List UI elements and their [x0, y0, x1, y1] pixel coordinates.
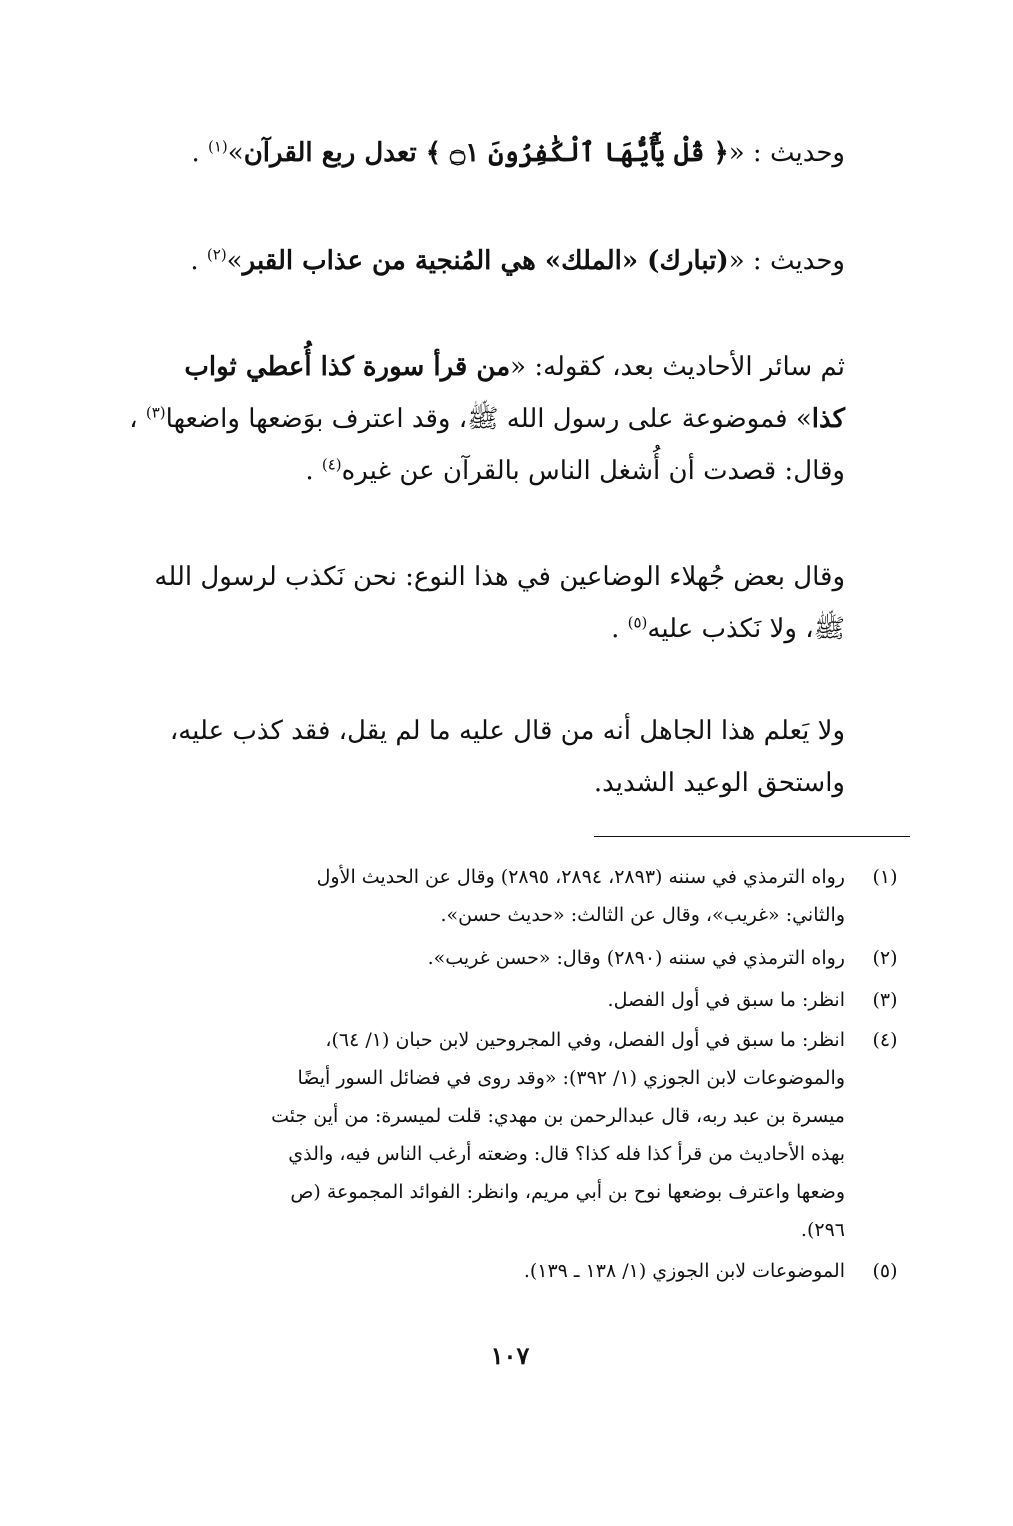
hadith-1-end: .: [191, 138, 208, 168]
paragraph-3-line-3: [105, 444, 845, 498]
footnote-4-line: بهذه الأحاديث من قرأ كذا فله كذا؟ قال: وضعته أرغب الناس فيه، والذي: [288, 1143, 845, 1165]
footnote-4-line: ٢٩٦).: [800, 1219, 845, 1241]
hadith-line-2: [105, 234, 845, 288]
paragraph-3-text: » فموضوعة على رسول الله ﷺ، وقد اعترف بوَضعها واضعها: [165, 404, 812, 434]
paragraph-3-quote-bold-end: كذا: [811, 404, 845, 434]
footnote-1-number: (١): [872, 866, 898, 888]
hadith-2-end: .: [190, 246, 207, 276]
footnote-5-line: الموضوعات لابن الجوزي (١/ ١٣٨ ـ ١٣٩).: [523, 1260, 845, 1282]
hadith-2-prefix: وحديث : «: [728, 246, 845, 276]
paragraph-3-text: ثم سائر الأحاديث بعد، كقوله: «: [510, 352, 845, 382]
footnote-4-line: والموضوعات لابن الجوزي (١/ ٣٩٢): «وقد روى في فضائل السور أيضًا: [297, 1067, 845, 1089]
hadith-2-text: (تبارك) «الملك» هي المُنجية من عذاب القبر: [242, 246, 729, 276]
footnote-4-line: ميسرة بن عبد ربه، قال عبدالرحمن بن مهدي: قلت لميسرة: من أين جئت: [271, 1105, 845, 1127]
footnote-separator: [594, 836, 910, 837]
paragraph-4-text: وقال بعض جُهلاء الوضاعين في هذا النوع: نحن نَكذب لرسول الله: [154, 562, 845, 592]
paragraph-3-line-2: [105, 392, 845, 446]
paragraph-3-quote-bold: من قرأ سورة كذا أُعطي ثواب: [184, 352, 511, 382]
footnote-2-number: (٢): [872, 947, 898, 969]
paragraph-4-text: ﷺ، ولا نَكذب عليه: [647, 614, 845, 644]
paragraph-4-punct: .: [611, 614, 628, 644]
footnote-4-line: انظر: ما سبق في أول الفصل، وفي المجروحين لابن حبان (١/ ٦٤)،: [325, 1029, 845, 1051]
paragraph-5-line-2: [105, 756, 845, 810]
hadith-1-prefix: وحديث : «: [728, 138, 845, 168]
paragraph-4-line-2: [105, 602, 845, 656]
footnote-ref-3[interactable]: (٣): [145, 403, 166, 422]
hadith-1-close-quote: »: [227, 138, 244, 168]
paragraph-4-line-1: [105, 550, 845, 604]
paragraph-3-line-1: [105, 340, 845, 394]
hadith-line-1: [105, 126, 845, 180]
footnote-3-number: (٣): [872, 989, 898, 1011]
footnote-ref-4[interactable]: (٤): [321, 455, 342, 474]
paragraph-3-punct: .: [305, 456, 322, 486]
footnote-ref-2[interactable]: (٢): [206, 245, 227, 264]
paragraph-5-text: ولا يَعلم هذا الجاهل أنه من قال عليه ما لم يقل، فقد كذب عليه،: [169, 716, 845, 746]
paragraph-3-text: وقال: قصدت أن أُشغل الناس بالقرآن عن غيره: [341, 456, 845, 486]
hadith-1-text: ﴿ قُلْ يَٰٓأَيُّهَا ٱلْكَٰفِرُونَ ۝١ ﴾ تعدل ربع القرآن: [243, 138, 729, 168]
hadith-2-close-quote: »: [226, 246, 243, 276]
page-number: ١٠٧: [490, 1341, 530, 1370]
footnote-1-line: والثاني: «غريب»، وقال عن الثالث: «حديث حسن».: [440, 904, 845, 926]
paragraph-3-punct: ،: [129, 404, 146, 434]
footnote-4-number: (٤): [872, 1029, 898, 1051]
footnote-4-line: وضعها واعترف بوضعها نوح بن أبي مريم، وانظر: الفوائد المجموعة (ص: [290, 1181, 845, 1203]
footnote-5-number: (٥): [872, 1260, 898, 1282]
footnote-ref-1[interactable]: (١): [207, 137, 228, 156]
footnote-2-line: رواه الترمذي في سننه (٢٨٩٠) وقال: «حسن غريب».: [427, 947, 845, 969]
footnote-3-line: انظر: ما سبق في أول الفصل.: [607, 989, 845, 1011]
paragraph-5-text: واستحق الوعيد الشديد.: [593, 768, 845, 798]
paragraph-5-line-1: [105, 704, 845, 758]
footnote-ref-5[interactable]: (٥): [627, 613, 648, 632]
footnote-1-line: رواه الترمذي في سننه (٢٨٩٣، ٢٨٩٤، ٢٨٩٥) وقال عن الحديث الأول: [316, 866, 845, 888]
